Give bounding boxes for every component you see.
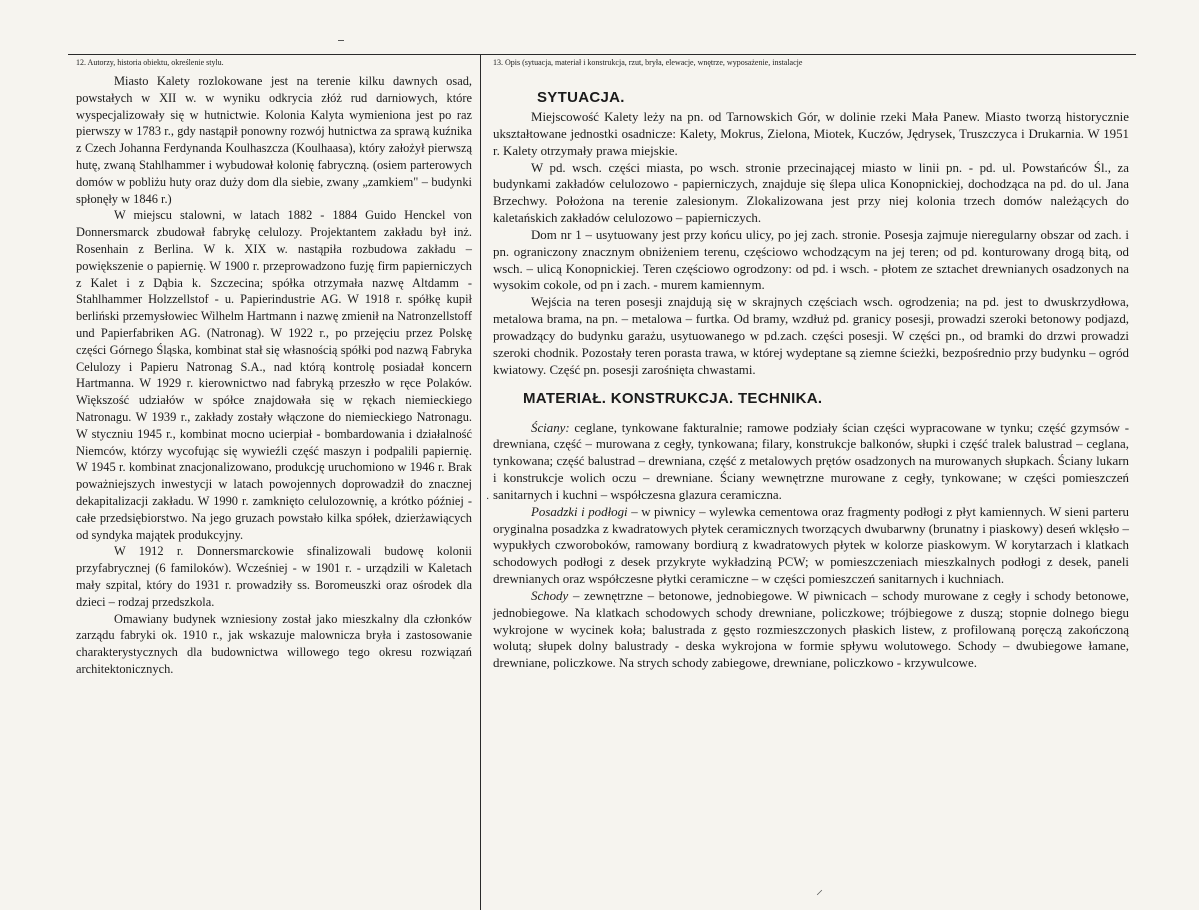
situation-paragraph-1: Miejscowość Kalety leży na pn. od Tarnowskich Gór, w dolinie rzeki Mała Panew. Miasto tworzą historycznie ukształtowane jednostki osadnicze: Kalety, Mokrus, Zielona, Miotek, Kuczów, Jędrysek, Truszczyca i Drukarnia. W 1951 r. Kalety otrzymały prawa miejskie.	[493, 110, 1129, 158]
column-divider	[480, 54, 481, 910]
floors-paragraph	[493, 504, 1129, 588]
stairs-paragraph	[493, 588, 1129, 672]
situation-paragraph-2: W pd. wsch. części miasta, po wsch. stronie przecinającej miasto w linii pn. - pd. ul. Powstańców Śl., za budynkami zakładów celulozowo - papierniczych, znajduje się ślepa ulica Konopnickiej, dochodząca na pd. do ul. Jana Brzechwy. Położona na terenie zalesionym. Zlokalizowana jest przy niej kolonia trzech domów należących do kaletańskich zakładów celulozowo – papierniczych.	[493, 160, 1129, 226]
situation-paragraph-4: Wejścia na teren posesji znajdują się w skrajnych częściach wsch. ogrodzenia; na pd. jest to dwuskrzydłowa, metalowa brama, na pn. – metalowa – furtka. Od bramy, wzdłuż pd. granicy posesji, prowadzi szeroki betonowy podjazd, prowadzący do budynku garażu, usytuowanego w pd.zach. części posesji. W części pn., od bramki do drzwi prowadzi szeroki chodnik. Pozostały teren porasta trawa, w której wydeptane są ziemne ścieżki, bezpośrednio przy budynku – ogród kwiatowy. Część pn. posesji zarośnięta chwastami.	[493, 295, 1129, 377]
history-paragraph-2: W miejscu stalowni, w latach 1882 - 1884 Guido Henckel von Donnersmarck zbudował fabrykę celulozy. Projektantem zakładu był inż. Rosenhain z Berlina. W k. XIX w. nastąpiła rozbudowa zakładu – powiększenie o papiernię. W 1900 r. przeprowadzono fuzję firm papierniczych z Kalet i z Dąbia k. Szczecina; spółka otrzymała nazwę Altdamm - Stahlhammer Holzzellstof - u. Papierindustrie AG. W 1918 r. spółkę kupił berliński przemysłowiec Wilhelm Hartmann i nazwę zmienił na Natronzellstoff und Papierfabriken AG. (Natronag). W 1922 r., po przejęciu przez Polskę części Górnego Śląska, kombinat stał się własnością spółki pod nazwą Fabryka Celulozy i Papieru Natronag S.A., nad którą kontrolę posiadał koncern Hartmanna. W 1929 r. kierownictwo nad fabryką przeszło w ręce Polaków. Większość udziałów w spółce znajdowała się w rękach niemieckiego Natronagu. W 1939 r., zakłady zostały włączone do niemieckiego Natronagu. W styczniu 1945 r., kombinat mocno ucierpiał - bombardowania i działalność Niemców, którzy wycofując się wywieźli część maszyn i podpalili papiernię. W 1945 r. kombinat znacjonalizowano, produkcję uruchomiono w 1946 r. Brak poważniejszych inwestycji w latach powojennych doprowadził do znacznej dekapitalizacji zakładu. W 1990 r. zamknięto celulozownię, a krótko później - całe przedsiębiorstwo. Na jego gruzach powstało kilka spółek, dzierżawiących od syndyka majątek produkcyjny.	[76, 208, 472, 542]
floors-text: – w piwnicy – wylewka cementowa oraz fragmenty podłogi z płyt kamiennych. W sieni parteru oryginalna posadzka z kwadratowych płytek ceramicznych tworzących dwubarwny (brunatny i piaskowy) deseń wklęsło – wypukłych czworoboków, ramowany bordiurą z kwadratowych płytek w kolorze piaskowym. W korytarzach i klatkach schodowych podłogi z desek przykryte wykładziną PCW; w pomieszczeniach mieszkalnych podłogi z desek, paneli drewnianych oraz współczesne płytki ceramiczne – w części pomieszczeń sanitarnych i kuchniach.	[493, 504, 1130, 587]
scan-mark-top	[338, 40, 344, 41]
situation-paragraph-3: Dom nr 1 – usytuowany jest przy końcu ulicy, po jej zach. stronie. Posesja zajmuje nieregularny obszar od zach. i pn. ograniczony znacznym obniżeniem terenu, częściowo wchodzącym na jej teren; od pd. konturowany drogą bitą, od wsch. – ulicą Konopnickiej. Teren częściowo ogrodzony: od pd. i wsch. - płotem ze sztachet drewnianych osadzonych na wysokim cokole, od pn i zach. - murem kamiennym.	[493, 227, 1129, 293]
situation-heading: SYTUACJA.	[537, 89, 625, 106]
history-paragraph-1: Miasto Kalety rozlokowane jest na terenie kilku dawnych osad, powstałych w XII w. w wyniku odkrycia złóż rud darniowych, które wyspecjalizowały się w hutnictwie. Kolonia Kalyta wymieniona jest po raz pierwszy w 1783 r., gdy nastąpił ponowny rozwój hutnictwa za sprawą kuźnika z Czech Johanna Ferdynanda Koulhaszcza (Koulhaasa), który założył pierwszą hutę, zwaną Stahlhammer i wybudował kolonię fabryczną. (osiem parterowych domów w pobliżu huty oraz duży dom dla siebie, zwany „zamkiem" – budynki spłonęły w 1846 r.)	[76, 74, 472, 206]
stairs-text: – zewnętrzne – betonowe, jednobiegowe. W piwnicach – schody murowane z cegły i schody betonowe, jednobiegowe. Na klatkach schodowych schody drewniane, policzkowe; trójbiegowe z duszą; stopnie dolnego biegu wykrojone w wycinek koła; balustrada z gęsto rozmieszczonych płaskich listew, z profilowaną poręczą zakończoną wolutą; słupek dolny balustrady - deska wykrojona w formie spływu wolutowego. Schody – dwubiegowe łamane, drewniane, policzkowe. Na strych schody zabiegowe, drewniane, policzkowo - krzywulcowe.	[493, 588, 1129, 671]
section-12-header: 12. Autorzy, historia obiektu, określenie stylu.	[76, 58, 224, 67]
walls-text: ceglane, tynkowane fakturalnie; ramowe podziały ścian części wypracowane w tynku; część gzymsów - drewniana, część – murowana z cegły, tynkowana; filary, konstrukcje balkonów, słupki i część tralek balustrad – ceglana, tynkowana; część balustrad – drewniana, część z metalowych prętów osadzonych na murowanych słupkach. Ściany lukarn i konstrukcje wolich oczu – drewniane. Ściany wewnętrzne murowane z cegły, tynkowane; w części pomieszczeń sanitarnych i kuchni – współczesna glazura ceramiczna.	[493, 420, 1129, 502]
scan-dot: ·	[486, 494, 490, 505]
history-paragraph-3: W 1912 r. Donnersmarckowie sfinalizowali budowę kolonii przyfabrycznej (6 familoków). Wcześniej - w 1901 r. - urządzili w Kaletach mały szpital, który do 1931 r. prowadziły ss. Boromeuszki oraz ośrodek dla dzieci – rodzaj przedszkola.	[76, 544, 472, 609]
scan-mark-bottom: ⸝	[816, 883, 823, 898]
history-paragraph-4: Omawiany budynek wzniesiony został jako mieszkalny dla członków zarządu fabryki ok. 1910 r., jak wskazuje malownicza bryła i zastosowanie charakterystycznych dla budownictwa willowego tego okresu rozwiązań architektonicznych.	[76, 611, 472, 676]
walls-paragraph	[493, 420, 1129, 504]
stairs-label: Schody	[531, 588, 569, 603]
floors-label: Posadzki i podłogi	[531, 504, 628, 519]
material-heading: MATERIAŁ. KONSTRUKCJA. TECHNIKA.	[523, 389, 823, 407]
left-column	[76, 57, 472, 678]
top-rule	[68, 54, 1136, 55]
walls-label: Ściany:	[531, 420, 570, 435]
section-13-header: 13. Opis (sytuacja, materiał i konstrukcja, rzut, bryła, elewacje, wnętrze, wyposażenie, instalacje	[493, 58, 803, 67]
right-column	[493, 57, 1129, 672]
